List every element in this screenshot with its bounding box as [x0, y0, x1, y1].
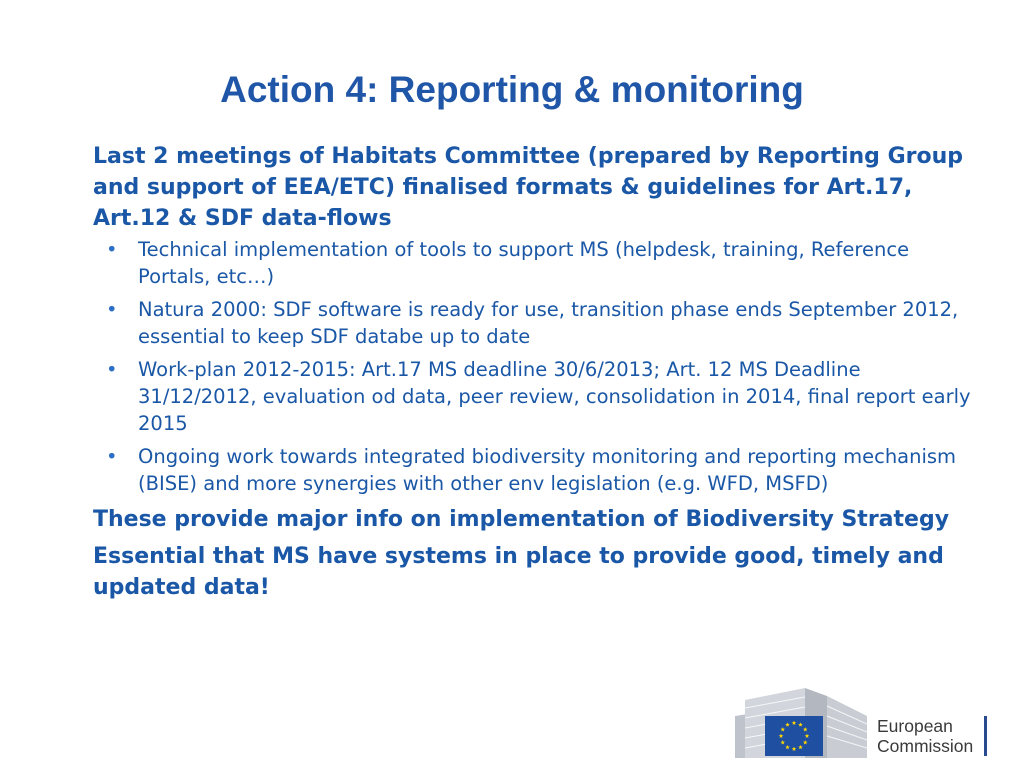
bullet-text: Natura 2000: SDF software is ready for use, transition phase ends September 2012, essential to keep SDF databe up to date	[138, 298, 959, 348]
bullet-item-natura	[93, 296, 973, 350]
slide-body	[93, 141, 973, 603]
bullet-item-ongoing	[93, 443, 973, 497]
logo-wordmark	[877, 716, 973, 756]
bullet-dot-icon: •	[106, 358, 118, 381]
bullet-item-technical	[93, 236, 973, 290]
logo-divider-bar	[984, 716, 987, 756]
bullet-text: Work-plan 2012-2015: Art.17 MS deadline 30/6/2013; Art. 12 MS Deadline 31/12/2012, evaluation od data, peer review, consolidation in 2014, final report early 2015	[138, 358, 971, 435]
lead-paragraph-essential: Essential that MS have systems in place to provide good, timely and updated data!	[93, 544, 944, 600]
bullet-text: Ongoing work towards integrated biodiversity monitoring and reporting mechanism (BISE) and more synergies with other env legislation (e.g. WFD, MSFD)	[138, 445, 957, 495]
bullet-item-workplan	[93, 356, 973, 437]
bullet-list	[93, 236, 973, 497]
bullet-dot-icon: •	[106, 298, 118, 321]
logo-line-european: European	[877, 716, 953, 736]
lead-paragraph-major-info: These provide major info on implementation of Biodiversity Strategy	[93, 507, 950, 532]
bullet-text: Technical implementation of tools to support MS (helpdesk, training, Reference Portals, etc…)	[138, 238, 910, 288]
bullet-dot-icon: •	[106, 238, 118, 261]
slide-title: Action 4: Reporting & monitoring	[220, 69, 804, 110]
logo-line-commission: Commission	[877, 736, 974, 756]
bullet-dot-icon: •	[106, 445, 118, 468]
european-commission-logo	[735, 686, 995, 758]
eu-flag-building-icon	[735, 686, 867, 758]
lead-paragraph-formats: Last 2 meetings of Habitats Committee (prepared by Reporting Group and support of EEA/ETC) finalised formats & guidelines for Art.17, Art.12 & SDF data-flows	[93, 144, 964, 231]
